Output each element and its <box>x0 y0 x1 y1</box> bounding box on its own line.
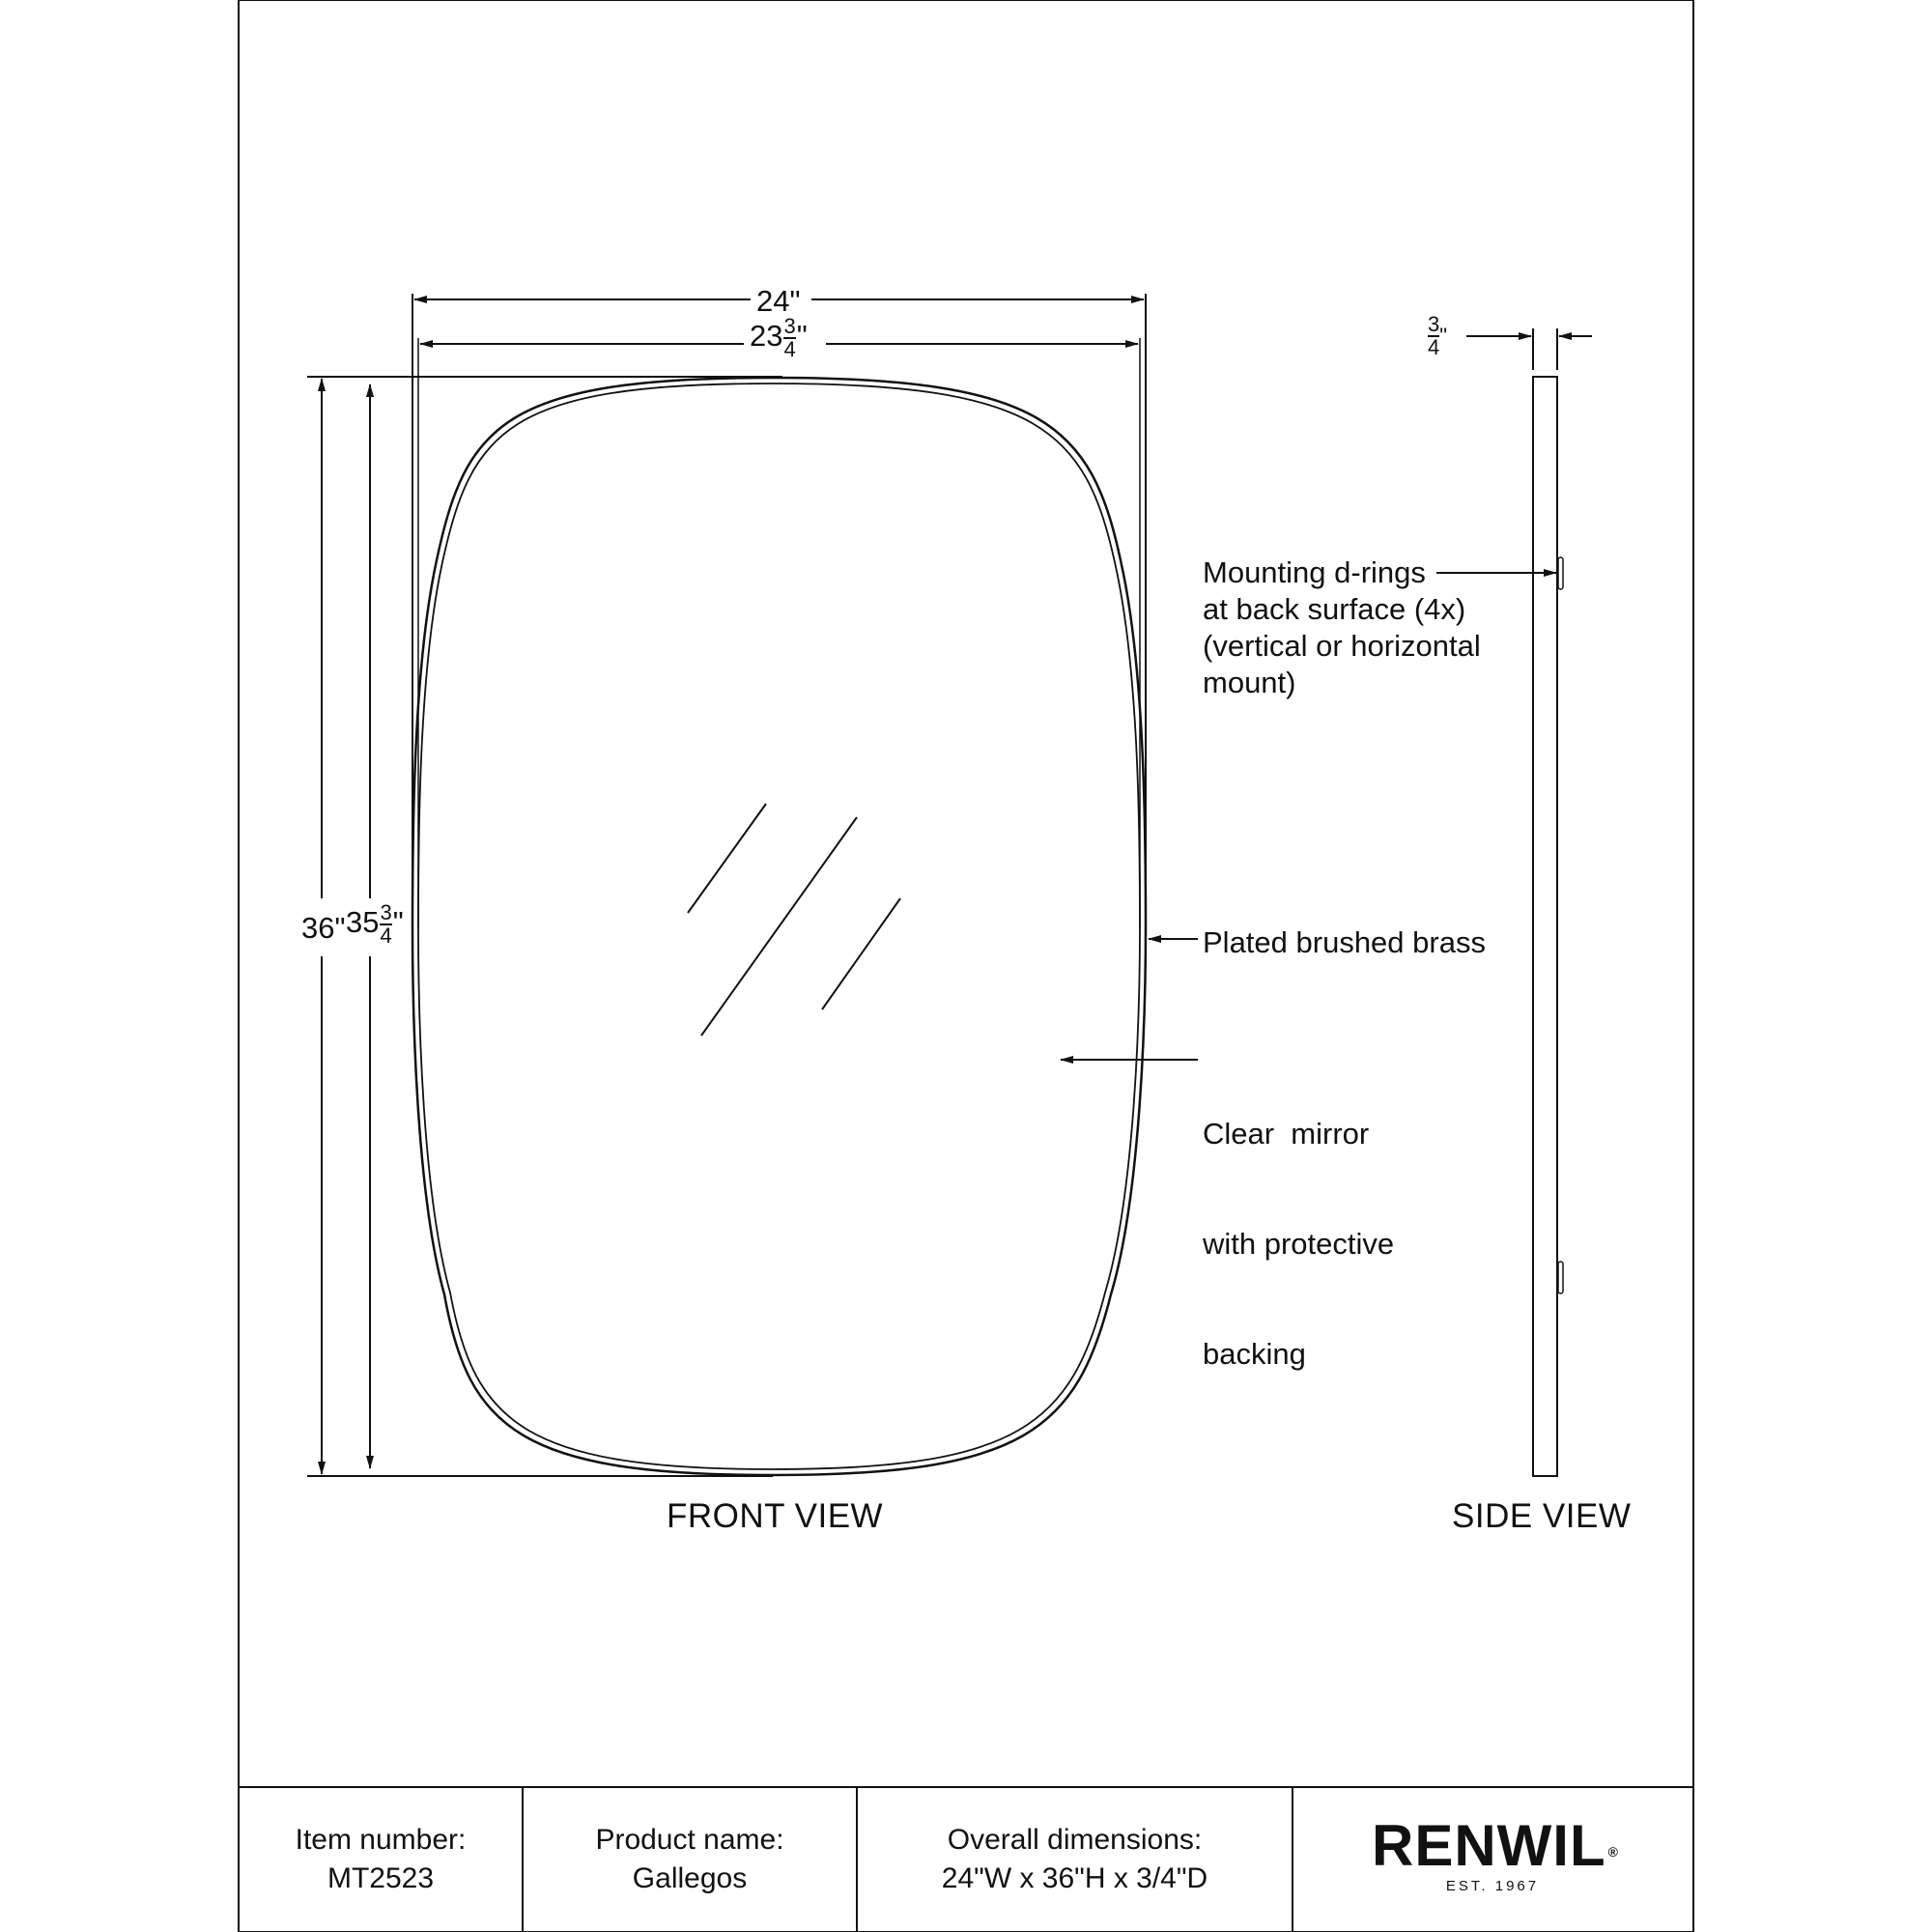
brand-established: EST. 1967 <box>1445 1878 1540 1894</box>
item-number-value: MT2523 <box>327 1862 435 1894</box>
dim-inner-height-num: 3 <box>380 900 392 924</box>
callout-mounting <box>1203 554 1481 701</box>
front-view <box>307 294 1198 1476</box>
sheet-border <box>239 0 1693 1932</box>
dim-depth-num: 3 <box>1428 312 1440 336</box>
brand-name: RENWIL <box>1372 1813 1606 1878</box>
dim-overall-width: 24" <box>756 284 801 318</box>
dim-inner-width <box>750 316 808 360</box>
title-cell-dimensions <box>857 1787 1293 1932</box>
d-ring <box>1558 557 1563 589</box>
reflection-mark <box>822 898 900 1009</box>
dim-depth-den: 4 <box>1428 335 1440 359</box>
reflection-mark <box>688 804 766 913</box>
dim-inner-height <box>346 902 404 947</box>
item-number-label: Item number: <box>295 1824 467 1856</box>
callout-mounting-line: mount) <box>1203 666 1296 699</box>
dim-inner-width-unit: " <box>796 319 808 354</box>
d-ring <box>1558 1262 1563 1293</box>
title-cell-item <box>239 1787 523 1932</box>
brand-logo <box>1372 1813 1619 1894</box>
front-view-title: FRONT VIEW <box>667 1497 884 1535</box>
product-name-label: Product name: <box>595 1824 784 1856</box>
callout-mounting-line: Mounting d-rings <box>1203 555 1426 589</box>
callout-mounting-line: at back surface (4x) <box>1203 592 1466 626</box>
dim-inner-height-unit: " <box>392 905 404 940</box>
side-view-title: SIDE VIEW <box>1452 1497 1632 1535</box>
dim-depth <box>1428 314 1447 358</box>
callout-frame-finish: Plated brushed brass <box>1203 925 1486 959</box>
dim-inner-width-whole: 23 <box>750 319 783 354</box>
dim-inner-height-den: 4 <box>380 923 392 948</box>
side-view <box>1436 328 1592 1476</box>
dim-inner-height-whole: 35 <box>346 905 380 940</box>
overall-dimensions-label: Overall dimensions: <box>947 1824 1203 1856</box>
callout-mounting-line: (vertical or horizontal <box>1203 629 1481 663</box>
dim-inner-width-num: 3 <box>783 314 796 338</box>
callout-mirror-line: backing <box>1203 1337 1306 1371</box>
dim-depth-unit: " <box>1439 324 1448 348</box>
title-cell-product <box>523 1787 857 1932</box>
registered-mark: ® <box>1607 1844 1619 1860</box>
callout-mirror <box>1203 1042 1394 1409</box>
overall-dimensions-value: 24"W x 36"H x 3/4"D <box>941 1862 1208 1894</box>
callout-mirror-line: with protective <box>1203 1227 1395 1261</box>
dim-overall-height: 36" <box>301 911 346 945</box>
callout-mirror-line: Clear mirror <box>1203 1117 1370 1151</box>
product-name-value: Gallegos <box>632 1862 748 1894</box>
dim-inner-width-den: 4 <box>783 337 796 361</box>
side-profile <box>1533 377 1557 1476</box>
reflection-mark <box>701 817 857 1036</box>
